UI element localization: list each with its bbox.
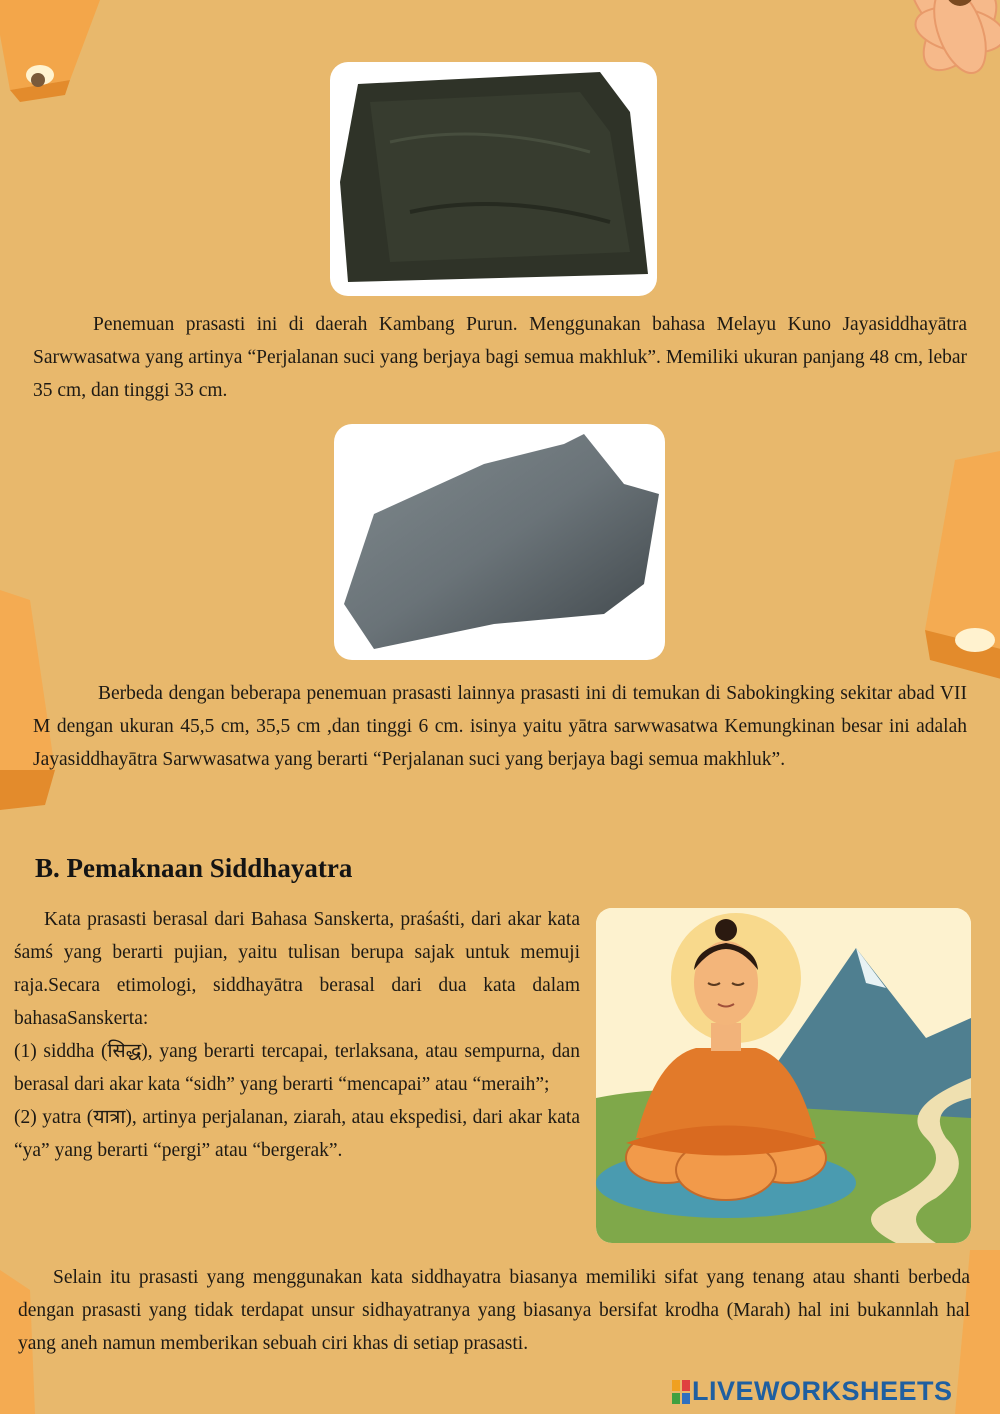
meaning-point-2: (2) yatra (यात्रा), artinya perjalanan, ziarah, atau ekspedisi, dari akar kata “ya” yang berarti “pergi” atau “bergerak”. — [14, 1107, 580, 1161]
intro-paragraph: Penemuan prasasti ini di daerah Kambang Purun. Menggunakan bahasa Melayu Kuno Jayasiddhayātra Sarwwasatwa yang artinya “Perjalanan suci yang berjaya bagi semua makhluk”. Memiliki ukuran panjang 48 cm, lebar 35 cm, dan tinggi 33 cm. — [33, 314, 967, 401]
section-heading: B. Pemaknaan Siddhayatra — [35, 853, 353, 883]
liveworksheets-logo-icon — [672, 1380, 690, 1404]
lantern-icon — [0, 0, 120, 130]
second-paragraph: Berbeda dengan beberapa penemuan prasasti lainnya prasasti ini di temukan di Sabokingking sekitar abad VII M dengan ukuran 45,5 cm, 35,5 cm ,dan tinggi 6 cm. isinya yaitu yātra sarwwasatwa Kemungkinan besar ini adalah Jayasiddhayātra Sarwwasatwa yang berarti “Perjalanan suci yang berjaya bagi semua makhluk”. — [33, 683, 967, 770]
meaning-text — [14, 903, 580, 1167]
brand-watermark[interactable]: LIVEWORKSHEETS — [692, 1376, 953, 1406]
lantern-icon — [905, 450, 1000, 680]
buddha-illustration — [596, 908, 971, 1243]
flower-icon — [860, 0, 1000, 100]
meaning-intro: Kata prasasti berasal dari Bahasa Sanskerta, praśaśti, dari akar kata śamś yang berarti pujian, yaitu tulisan berupa sajak untuk memuji raja.Secara etimologi, siddhayātra berasal dari dua kata dalam bahasaSanskerta: — [14, 909, 580, 1029]
meaning-point-1: (1) siddha (सिद्ध), yang berarti tercapai, terlaksana, atau sempurna, dan berasal dari akar kata “sidh” yang berarti “mencapai” atau “meraih”; — [14, 1041, 580, 1095]
inscription-stone-photo-1 — [330, 62, 657, 296]
inscription-stone-photo-2 — [334, 424, 665, 660]
closing-paragraph: Selain itu prasasti yang menggunakan kata siddhayatra biasanya memiliki sifat yang tenang atau shanti berbeda dengan prasasti yang tidak terdapat unsur sidhayatranya yang biasanya bersifat krodha (Marah) hal ini bukannlah hal yang aneh namun memberikan sebuah ciri khas di setiap prasasti. — [18, 1267, 970, 1354]
